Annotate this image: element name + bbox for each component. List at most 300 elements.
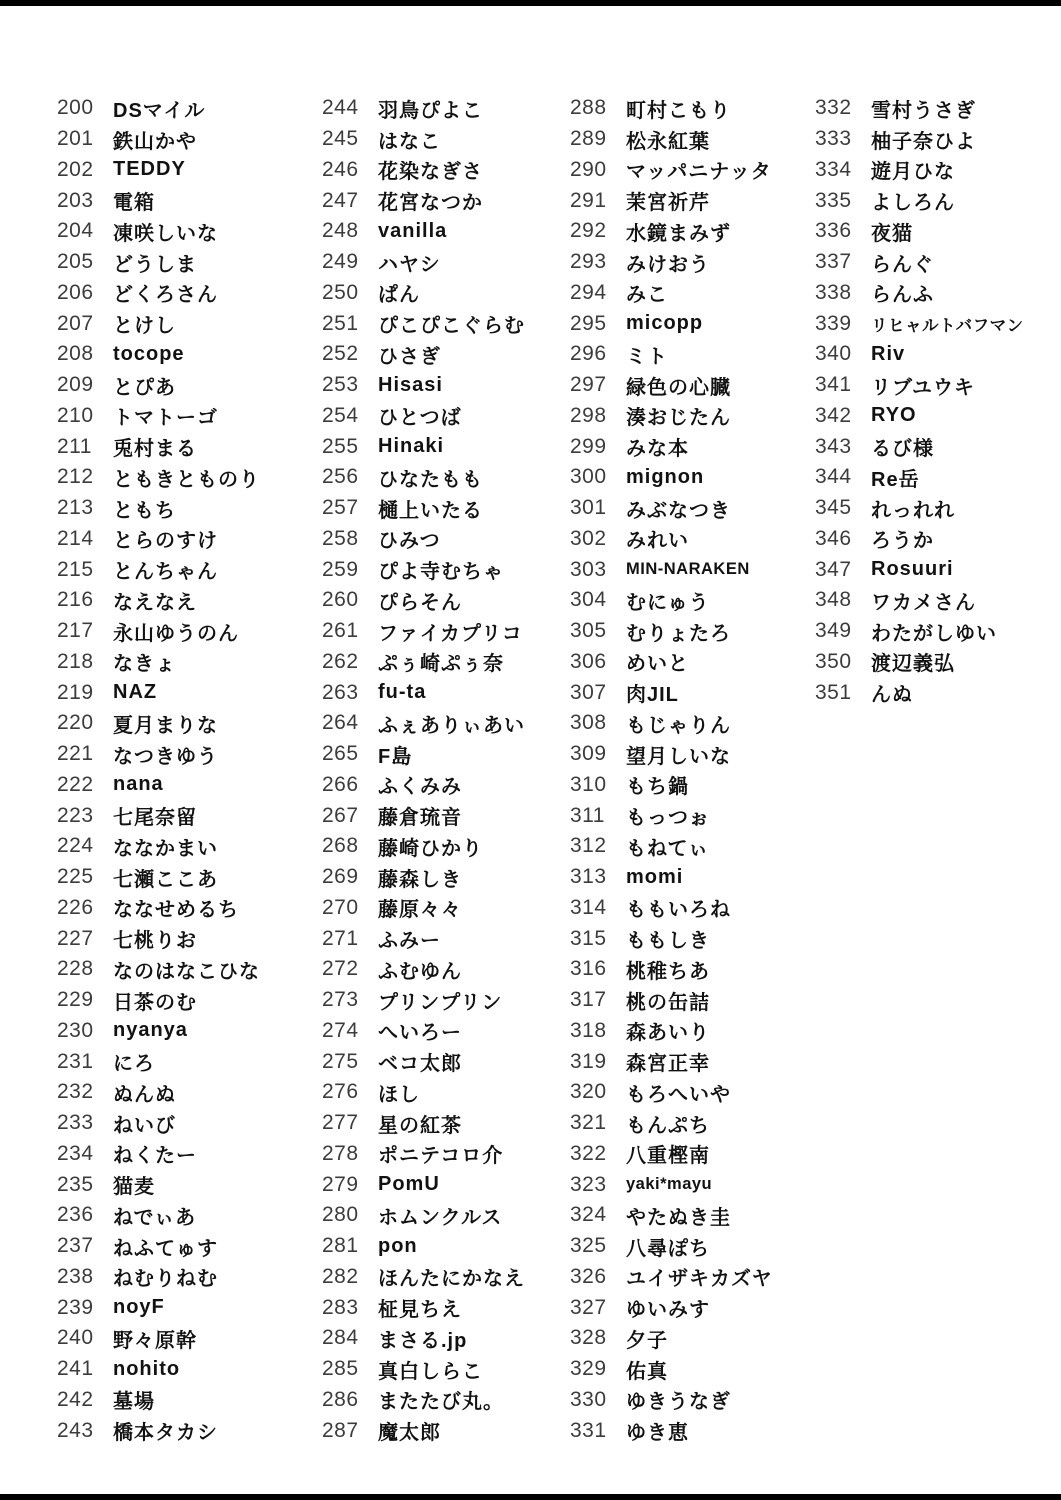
entry-number: 323 [570,1172,607,1196]
list-item [57,124,260,155]
list-item [815,124,1024,155]
entry-name: Hisasi [378,373,443,396]
list-item [570,1108,773,1139]
list-item [57,1292,260,1323]
list-item [815,185,1024,216]
entry-name: 七尾奈留 [113,807,197,830]
entry-name: んぬ [871,684,913,707]
entry-number: 251 [322,311,359,335]
entry-name: ポニテコロ介 [378,1145,504,1168]
entry-number: 252 [322,342,359,366]
entry-number: 302 [570,526,607,550]
entry-number: 341 [815,373,852,397]
list-item [57,431,260,462]
entry-number: 307 [570,680,607,704]
list-item [322,831,525,862]
entry-number: 326 [570,1264,607,1288]
entry-name: ぴらそん [378,591,462,614]
entry-name: MIN-NARAKEN [626,560,750,579]
entry-number: 278 [322,1141,359,1165]
entry-number: 208 [57,342,94,366]
entry-number: 313 [570,865,607,889]
entry-number: 245 [322,127,359,151]
entry-number: 219 [57,680,94,704]
entry-number: 257 [322,496,359,520]
list-item [570,339,773,370]
list-item [322,278,525,309]
entry-number: 315 [570,926,607,950]
list-item [815,677,1024,708]
list-item [570,370,773,401]
entry-number: 320 [570,1080,607,1104]
entry-name: F島 [378,745,413,768]
entry-name: むにゅう [626,591,710,614]
entry-number: 228 [57,957,94,981]
entry-name: らんぐ [871,253,934,276]
list-item [570,923,773,954]
list-item [322,1169,525,1200]
list-item [570,862,773,893]
list-item [322,185,525,216]
entry-number: 212 [57,465,94,489]
name-column [57,93,260,1446]
entry-number: 295 [570,311,607,335]
entry-name: とらのすけ [113,530,218,553]
entry-number: 255 [322,434,359,458]
list-item [570,401,773,432]
entry-name: みぶなつき [626,499,731,522]
entry-number: 203 [57,188,94,212]
list-item [57,524,260,555]
entry-name: ねいび [113,1114,176,1137]
list-item [322,1046,525,1077]
entry-name: ひなたもも [378,468,483,491]
list-item [322,708,525,739]
entry-name: ぴよ寺むちゃ [378,561,504,584]
entry-name: ファイカプリコ [378,622,523,645]
entry-name: もんぷち [626,1114,710,1137]
list-item [322,954,525,985]
list-item [57,800,260,831]
list-item [570,647,773,678]
entry-name: ろうか [871,530,934,553]
entry-name: micopp [626,312,704,335]
list-item [570,800,773,831]
list-item [322,124,525,155]
entry-name: 夕子 [626,1329,668,1352]
entry-number: 250 [322,280,359,304]
list-item [570,677,773,708]
entry-name: むりょたろ [626,622,731,645]
entry-number: 310 [570,772,607,796]
list-item [322,739,525,770]
list-item [570,247,773,278]
entry-number: 294 [570,280,607,304]
list-item [815,216,1024,247]
entry-name: ほんたにかなえ [378,1268,525,1291]
entry-name: れっれれ [871,499,955,522]
list-item [322,1139,525,1170]
entry-name: ふくみみ [378,776,462,799]
list-item [570,155,773,186]
entry-name: Riv [871,342,906,365]
list-item [322,339,525,370]
list-item [815,462,1024,493]
list-item [57,185,260,216]
entry-number: 246 [322,157,359,181]
entry-number: 262 [322,649,359,673]
list-item [57,923,260,954]
list-item [570,1354,773,1385]
list-item [322,216,525,247]
list-item [322,247,525,278]
entry-name: ひみつ [378,530,441,553]
entry-number: 340 [815,342,852,366]
entry-name: トマトーゴ [113,407,218,430]
entry-name: 夜猫 [871,222,913,245]
entry-number: 285 [322,1357,359,1381]
list-item [57,1139,260,1170]
list-item [57,278,260,309]
entry-name: pon [378,1234,418,1257]
entry-number: 334 [815,157,852,181]
entry-name: 茉宮祈芹 [626,192,710,215]
entry-number: 227 [57,926,94,950]
entry-name: もっつぉ [626,807,710,830]
entry-number: 337 [815,250,852,274]
entry-name: 永山ゆうのん [113,622,239,645]
entry-name: ゆきうなぎ [626,1391,731,1414]
entry-name: 墓場 [113,1391,155,1414]
entry-name: みけおう [626,253,710,276]
entry-number: 217 [57,619,94,643]
entry-number: 263 [322,680,359,704]
entry-name: もじゃりん [626,714,731,737]
name-column [570,93,773,1446]
entry-number: 210 [57,403,94,427]
list-item [57,708,260,739]
entry-name: まさる.jp [378,1329,468,1352]
entry-number: 213 [57,496,94,520]
entry-number: 308 [570,711,607,735]
entry-name: nana [113,773,164,796]
entry-number: 220 [57,711,94,735]
list-item [815,585,1024,616]
list-item [570,1139,773,1170]
list-item [57,370,260,401]
entry-name: ホムンクルス [378,1206,503,1229]
entry-number: 256 [322,465,359,489]
entry-number: 288 [570,96,607,120]
entry-name: ともち [113,499,176,522]
entry-name: ともきとものり [113,468,260,491]
entry-number: 237 [57,1234,94,1258]
entry-name: momi [626,865,684,888]
entry-number: 201 [57,127,94,151]
entry-name: yaki*mayu [626,1175,713,1194]
entry-number: 241 [57,1357,94,1381]
entry-name: 七瀬ここあ [113,868,218,891]
list-item [570,124,773,155]
list-item [322,1231,525,1262]
list-item [570,616,773,647]
entry-name: ひとつば [378,407,462,430]
entry-name: 凍咲しいな [113,222,218,245]
entry-number: 349 [815,619,852,643]
list-item [815,370,1024,401]
entry-name: Re岳 [871,468,920,491]
entry-number: 291 [570,188,607,212]
entry-number: 243 [57,1418,94,1442]
entry-name: とんちゃん [113,561,218,584]
entry-number: 328 [570,1326,607,1350]
entry-number: 344 [815,465,852,489]
entry-number: 273 [322,988,359,1012]
entry-number: 286 [322,1387,359,1411]
list-item [815,493,1024,524]
entry-number: 225 [57,865,94,889]
list-item [570,1046,773,1077]
list-item [322,893,525,924]
entry-number: 275 [322,1049,359,1073]
entry-name: 真白しらこ [378,1360,483,1383]
list-item [322,370,525,401]
entry-name: ユイザキカズヤ [626,1268,773,1291]
entry-number: 342 [815,403,852,427]
list-item [570,1415,773,1446]
list-item [322,923,525,954]
entry-name: NAZ [113,681,158,704]
list-item [322,1385,525,1416]
entry-name: mignon [626,465,705,488]
entry-number: 234 [57,1141,94,1165]
entry-name: みな本 [626,438,689,461]
entry-number: 309 [570,742,607,766]
entry-name: ハヤシ [378,253,441,276]
list-item [570,1169,773,1200]
entry-name: vanilla [378,219,448,242]
entry-number: 236 [57,1203,94,1227]
entry-name: 羽鳥ぴよこ [378,99,483,122]
list-item [570,216,773,247]
entry-name: みこ [626,284,668,307]
entry-number: 242 [57,1387,94,1411]
list-item [570,185,773,216]
entry-name: PomU [378,1173,440,1196]
entry-name: なのはなこひな [113,960,260,983]
entry-number: 346 [815,526,852,550]
list-item [322,1292,525,1323]
list-item [815,247,1024,278]
list-item [815,93,1024,124]
entry-number: 335 [815,188,852,212]
entry-number: 343 [815,434,852,458]
entry-number: 301 [570,496,607,520]
entry-number: 253 [322,373,359,397]
list-item [57,554,260,585]
entry-name: 八尋ぽち [626,1237,710,1260]
entry-number: 224 [57,834,94,858]
entry-name: 肉JIL [626,684,679,707]
list-item [322,800,525,831]
entry-name: 町村こもり [626,99,731,122]
entry-name: 柚子奈ひよ [871,130,976,153]
entry-number: 279 [322,1172,359,1196]
list-item [57,1169,260,1200]
entry-name: tocope [113,342,185,365]
list-item [57,1046,260,1077]
entry-number: 269 [322,865,359,889]
list-item [570,1262,773,1293]
entry-name: 電箱 [113,192,155,215]
entry-number: 333 [815,127,852,151]
list-item [57,493,260,524]
entry-number: 202 [57,157,94,181]
list-item [57,93,260,124]
entry-number: 319 [570,1049,607,1073]
entry-name: なきょ [113,653,176,676]
entry-name: 八重樫南 [626,1145,710,1168]
entry-number: 205 [57,250,94,274]
list-item [570,985,773,1016]
entry-name: 雪村うさぎ [871,99,976,122]
entry-name: るび様 [871,438,934,461]
entry-name: 日茶のむ [113,991,197,1014]
entry-number: 306 [570,649,607,673]
list-item [57,616,260,647]
entry-number: 321 [570,1111,607,1135]
entry-number: 336 [815,219,852,243]
entry-name: ゆき恵 [626,1422,689,1445]
list-item [57,308,260,339]
entry-name: 湊おじたん [626,407,731,430]
list-item [322,524,525,555]
entry-name: 藤森しき [378,868,462,891]
list-item [57,677,260,708]
name-column [815,93,1024,708]
list-item [570,1077,773,1108]
entry-number: 338 [815,280,852,304]
entry-number: 209 [57,373,94,397]
entry-name: なえなえ [113,591,197,614]
entry-number: 324 [570,1203,607,1227]
list-item [570,1231,773,1262]
list-item [57,1200,260,1231]
entry-number: 211 [57,434,92,458]
entry-name: もち鍋 [626,776,689,799]
entry-name: ねくたー [113,1145,197,1168]
list-item [57,1016,260,1047]
list-item [57,1415,260,1446]
entry-number: 297 [570,373,607,397]
entry-number: 218 [57,649,94,673]
entry-name: わたがしゆい [871,622,997,645]
list-item [322,1415,525,1446]
entry-number: 300 [570,465,607,489]
entry-number: 292 [570,219,607,243]
entry-name: TEDDY [113,158,186,181]
list-item [57,770,260,801]
entry-number: 282 [322,1264,359,1288]
entry-number: 265 [322,742,359,766]
entry-name: ぬんぬ [113,1083,176,1106]
entry-number: 289 [570,127,607,151]
entry-name: 星の紅茶 [378,1114,462,1137]
list-item [57,1262,260,1293]
list-item [570,831,773,862]
entry-name: プリンプリン [378,991,503,1014]
entry-number: 238 [57,1264,94,1288]
entry-name: 森宮正幸 [626,1053,710,1076]
list-item [570,585,773,616]
list-item [570,739,773,770]
entry-number: 296 [570,342,607,366]
entry-name: ゆいみす [626,1299,710,1322]
entry-name: ももしき [626,930,710,953]
entry-name: 渡辺義弘 [871,653,955,676]
entry-number: 221 [57,742,94,766]
entry-name: ぴこぴこぐらむ [378,315,525,338]
list-item [815,308,1024,339]
entry-name: リヒャルトバフマン [871,316,1024,335]
entry-number: 271 [322,926,359,950]
entry-number: 293 [570,250,607,274]
entry-name: 花宮なつか [378,192,483,215]
list-item [57,954,260,985]
list-item [322,401,525,432]
entry-number: 345 [815,496,852,520]
entry-number: 314 [570,895,607,919]
entry-name: どくろさん [113,284,218,307]
list-item [322,585,525,616]
list-item [322,1077,525,1108]
entry-number: 268 [322,834,359,858]
list-item [57,893,260,924]
entry-number: 215 [57,557,94,581]
list-item [570,431,773,462]
list-item [57,401,260,432]
entry-name: RYO [871,404,917,427]
list-item [57,1077,260,1108]
entry-number: 261 [322,619,359,643]
list-item [322,770,525,801]
list-item [57,1354,260,1385]
entry-number: 258 [322,526,359,550]
entry-name: 七桃りお [113,930,197,953]
entry-number: 304 [570,588,607,612]
list-item [57,462,260,493]
list-item [57,1231,260,1262]
list-item [322,462,525,493]
entry-number: 316 [570,957,607,981]
list-item [322,616,525,647]
entry-name: 遊月ひな [871,161,955,184]
entry-name: とけし [113,315,176,338]
list-item [570,954,773,985]
entry-number: 312 [570,834,607,858]
entry-number: 206 [57,280,94,304]
entry-number: 277 [322,1111,359,1135]
entry-number: 305 [570,619,607,643]
entry-number: 233 [57,1111,94,1135]
entry-name: ふむゆん [378,960,462,983]
entry-name: 桃の缶詰 [626,991,710,1014]
entry-name: ねでぃあ [113,1206,197,1229]
entry-number: 322 [570,1141,607,1165]
entry-name: リブユウキ [871,376,975,399]
list-item [815,647,1024,678]
entry-number: 247 [322,188,359,212]
